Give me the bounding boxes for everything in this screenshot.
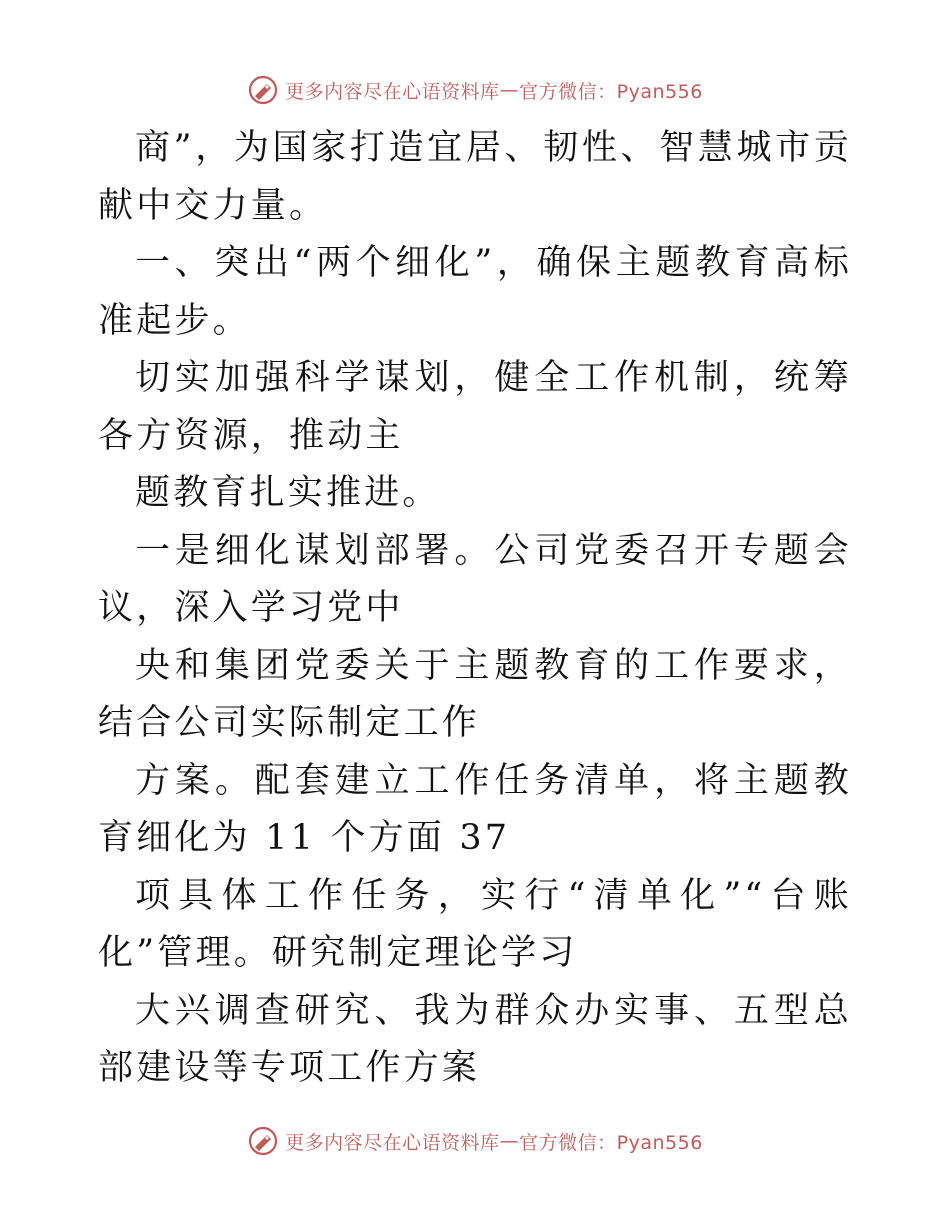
watermark-wechat-text: 官方微信：Pyan556 [519, 80, 703, 103]
paragraph-3: 题教育扎实推进。 [135, 473, 441, 513]
watermark-main-text: 更多内容尽在心语资料库 [285, 1131, 500, 1154]
header-watermark [0, 70, 950, 110]
paragraph-6: 方案。配套建立工作任务清单，将主题教育细化为 11 个方面 37 [98, 760, 852, 858]
section-heading-1: 一、突出“两个细化”，确保主题教育高标准起步。 [98, 243, 852, 341]
paragraph-5: 央和集团党委关于主题教育的工作要求，结合公司实际制定工作 [98, 645, 852, 743]
watermark-main-text: 更多内容尽在心语资料库 [285, 80, 500, 103]
watermark-dash: — [499, 1130, 520, 1152]
pen-nib-circle-icon [247, 74, 279, 106]
paragraph-8: 大兴调查研究、我为群众办实事、五型总部建设等专项工作方案 [98, 990, 852, 1088]
paragraph-4: 一是细化谋划部署。公司党委召开专题会议，深入学习党中 [98, 530, 852, 628]
watermark-wechat-text: 官方微信：Pyan556 [519, 1131, 703, 1154]
paragraph-2: 切实加强科学谋划，健全工作机制，统筹各方资源，推动主 [98, 358, 852, 456]
pen-nib-circle-icon [247, 1125, 279, 1157]
watermark-dash: — [499, 79, 520, 101]
document-body [98, 120, 852, 1098]
paragraph-7: 项具体工作任务，实行“清单化”“台账化”管理。研究制定理论学习 [98, 875, 852, 973]
footer-watermark [0, 1121, 950, 1161]
paragraph-1: 商”，为国家打造宜居、韧性、智慧城市贡献中交力量。 [98, 128, 852, 226]
